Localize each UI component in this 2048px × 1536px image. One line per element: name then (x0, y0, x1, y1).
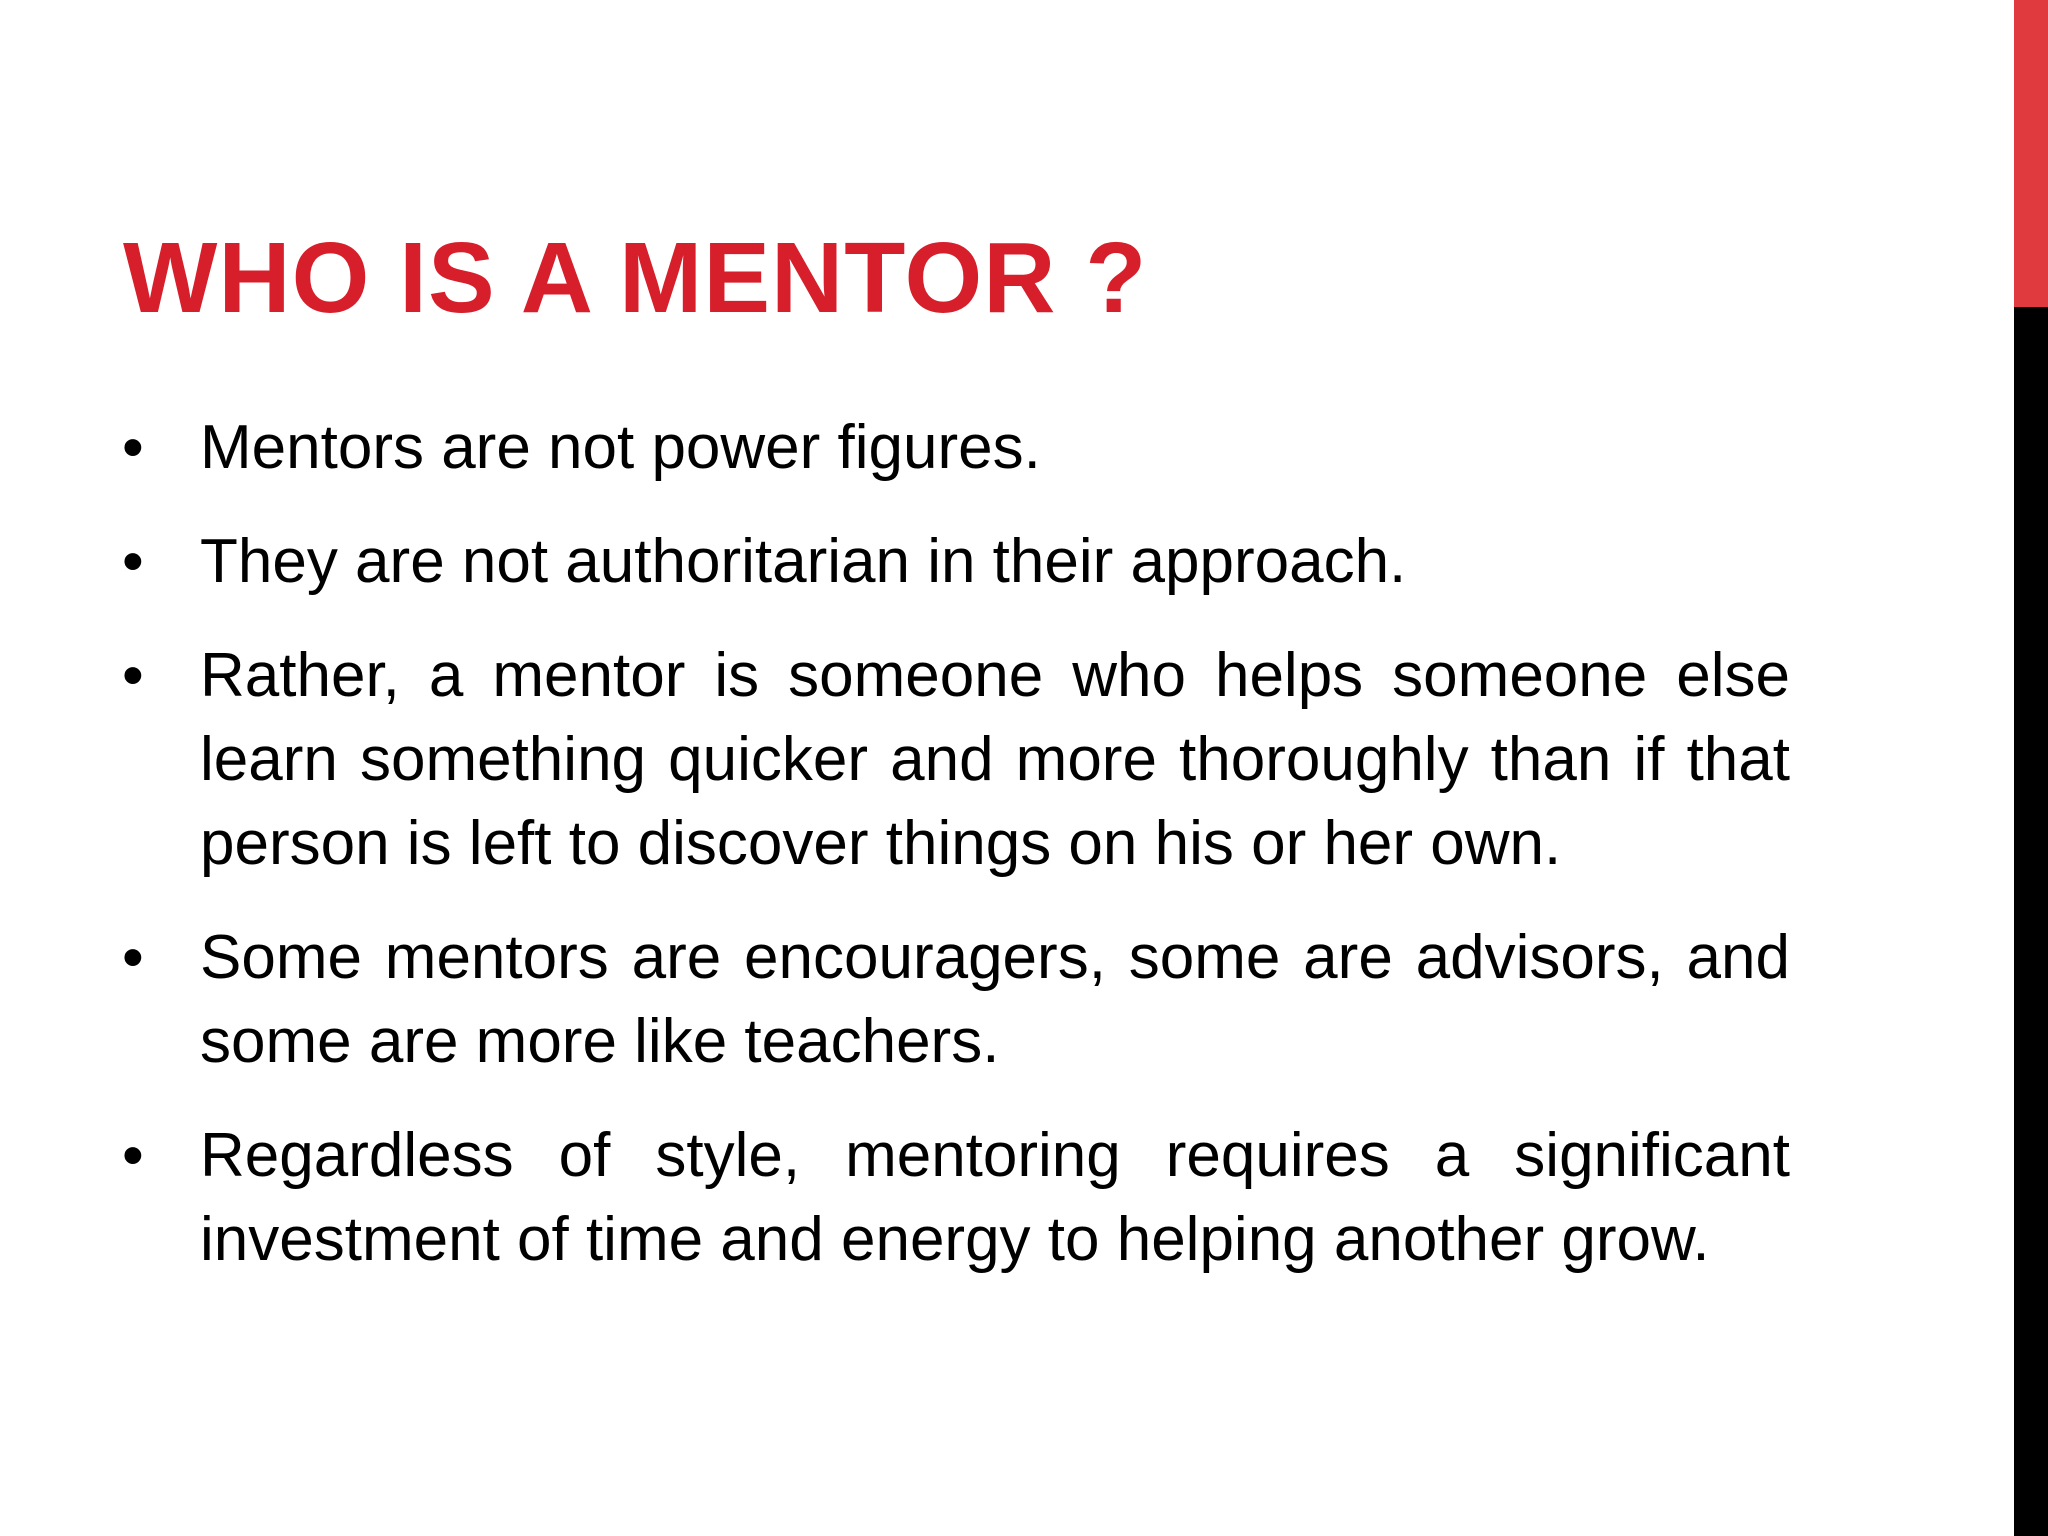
bullet-dot-icon: • (122, 641, 144, 710)
bullet-text: Regardless of style, mentoring requires a significant investment of time and energy to helping another grow. (200, 1121, 1790, 1274)
bullet-dot-icon: • (122, 527, 144, 596)
bullet-text: Rather, a mentor is someone who helps someone else learn something quicker and more thoroughly than if that person is left to discover things on his or her own. (200, 641, 1790, 878)
bullet-dot-icon: • (122, 1121, 144, 1190)
bullet-item (122, 406, 1790, 490)
bullet-list (122, 406, 1790, 1312)
bullet-text: Mentors are not power figures. (200, 413, 1041, 482)
bullet-dot-icon: • (122, 413, 144, 482)
slide-title: WHO IS A MENTOR ? (123, 222, 1148, 334)
bullet-item (122, 634, 1790, 886)
bullet-item (122, 916, 1790, 1084)
bullet-item (122, 1114, 1790, 1282)
bullet-item (122, 520, 1790, 604)
side-accent-bar-red (2014, 0, 2048, 307)
bullet-text: They are not authoritarian in their approach. (200, 527, 1407, 596)
bullet-text: Some mentors are encouragers, some are advisors, and some are more like teachers. (200, 923, 1790, 1076)
bullet-dot-icon: • (122, 923, 144, 992)
